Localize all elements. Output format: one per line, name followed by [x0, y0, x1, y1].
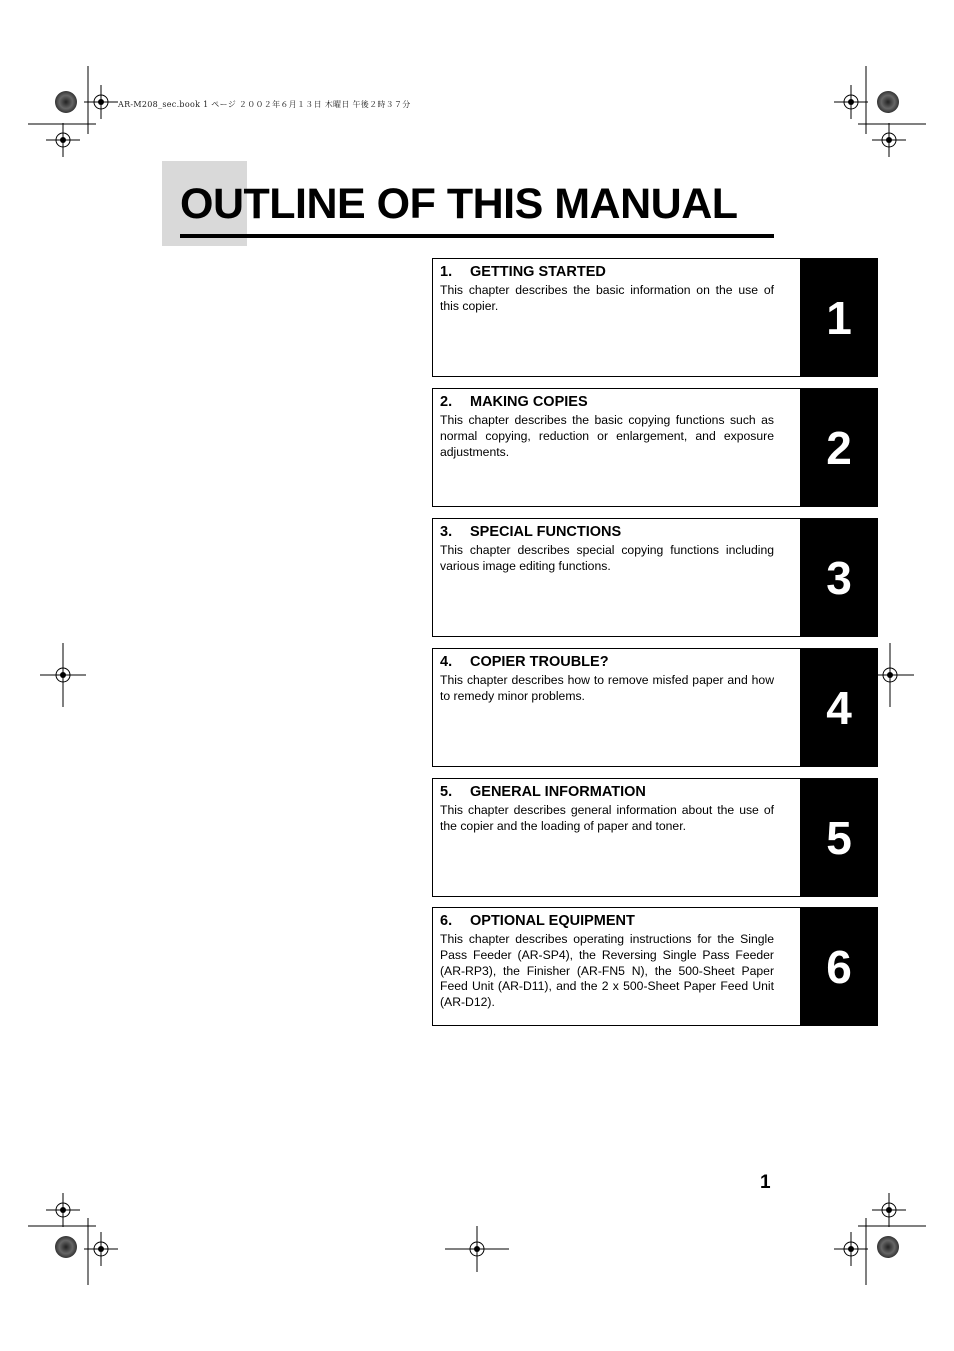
registration-mark-icon [84, 85, 118, 119]
chapter-box-5 [432, 778, 878, 897]
chapter-box-2 [432, 388, 878, 507]
chapter-title: SPECIAL FUNCTIONS [470, 524, 622, 540]
chapter-tab-4: 4 [800, 648, 878, 767]
chapter-title: GENERAL INFORMATION [470, 784, 646, 800]
registration-mark-icon [84, 1232, 118, 1266]
chapter-title: MAKING COPIES [470, 394, 588, 410]
chapter-title: OPTIONAL EQUIPMENT [470, 913, 635, 929]
title-underline [180, 234, 774, 238]
print-header-note: AR-M208_sec.book 1 ページ ２００２年６月１３日 木曜日 午後２時３７分 [118, 100, 411, 109]
color-target-icon [55, 91, 77, 113]
chapter-title: GETTING STARTED [470, 264, 606, 280]
chapter-text [440, 522, 774, 575]
chapter-text [440, 911, 774, 1011]
chapter-box-6 [432, 907, 878, 1026]
chapter-heading [440, 262, 774, 282]
chapter-text [440, 782, 774, 835]
chapter-description: This chapter describes operating instructions for the Single Pass Feeder (AR-SP4), the Reversing Single Pass Feeder (AR-RP3), the Finisher (AR-FN5 N), the 500-Sheet Paper Feed Unit (AR-D11), and the 2 x 500-Sheet Paper Feed Unit (AR-D12). [440, 932, 774, 1010]
registration-mark-icon [46, 1193, 80, 1227]
color-target-icon [877, 1236, 899, 1258]
chapter-box-4 [432, 648, 878, 767]
chapter-tab-1: 1 [800, 258, 878, 377]
chapter-heading [440, 782, 774, 802]
color-target-icon [877, 91, 899, 113]
chapter-heading [440, 911, 774, 931]
chapter-description: This chapter describes the basic information on the use of this copier. [440, 283, 774, 313]
chapter-heading [440, 522, 774, 542]
chapter-box-3 [432, 518, 878, 637]
chapter-heading [440, 652, 774, 672]
chapter-heading [440, 392, 774, 412]
chapter-title: COPIER TROUBLE? [470, 654, 609, 670]
page-title: OUTLINE OF THIS MANUAL [180, 180, 738, 228]
registration-mark-icon [872, 1193, 906, 1227]
chapter-description: This chapter describes special copying functions including various image editing functions. [440, 543, 774, 573]
registration-mark-icon [834, 1232, 868, 1266]
chapter-text [440, 392, 774, 460]
page-number: 1 [760, 1172, 771, 1193]
chapter-tab-2: 2 [800, 388, 878, 507]
chapter-number: 3. [440, 524, 453, 540]
chapter-description: This chapter describes general information about the use of the copier and the loading of paper and toner. [440, 803, 774, 833]
registration-mark-icon [834, 85, 868, 119]
chapter-number: 6. [440, 913, 453, 929]
chapter-text [440, 652, 774, 705]
chapter-description: This chapter describes how to remove misfed paper and how to remedy minor problems. [440, 673, 774, 703]
chapter-tab-6: 6 [800, 907, 878, 1026]
registration-mark-icon [872, 123, 906, 157]
color-target-icon [55, 1236, 77, 1258]
chapter-text [440, 262, 774, 315]
chapter-tab-3: 3 [800, 518, 878, 637]
chapter-number: 4. [440, 654, 453, 670]
chapter-number: 1. [440, 264, 453, 280]
chapter-tab-5: 5 [800, 778, 878, 897]
chapter-box-1 [432, 258, 878, 377]
chapter-number: 5. [440, 784, 453, 800]
registration-mark-icon [46, 123, 80, 157]
chapter-description: This chapter describes the basic copying functions such as normal copying, reduction or enlargement, and exposure adjustments. [440, 413, 774, 459]
chapter-number: 2. [440, 394, 453, 410]
